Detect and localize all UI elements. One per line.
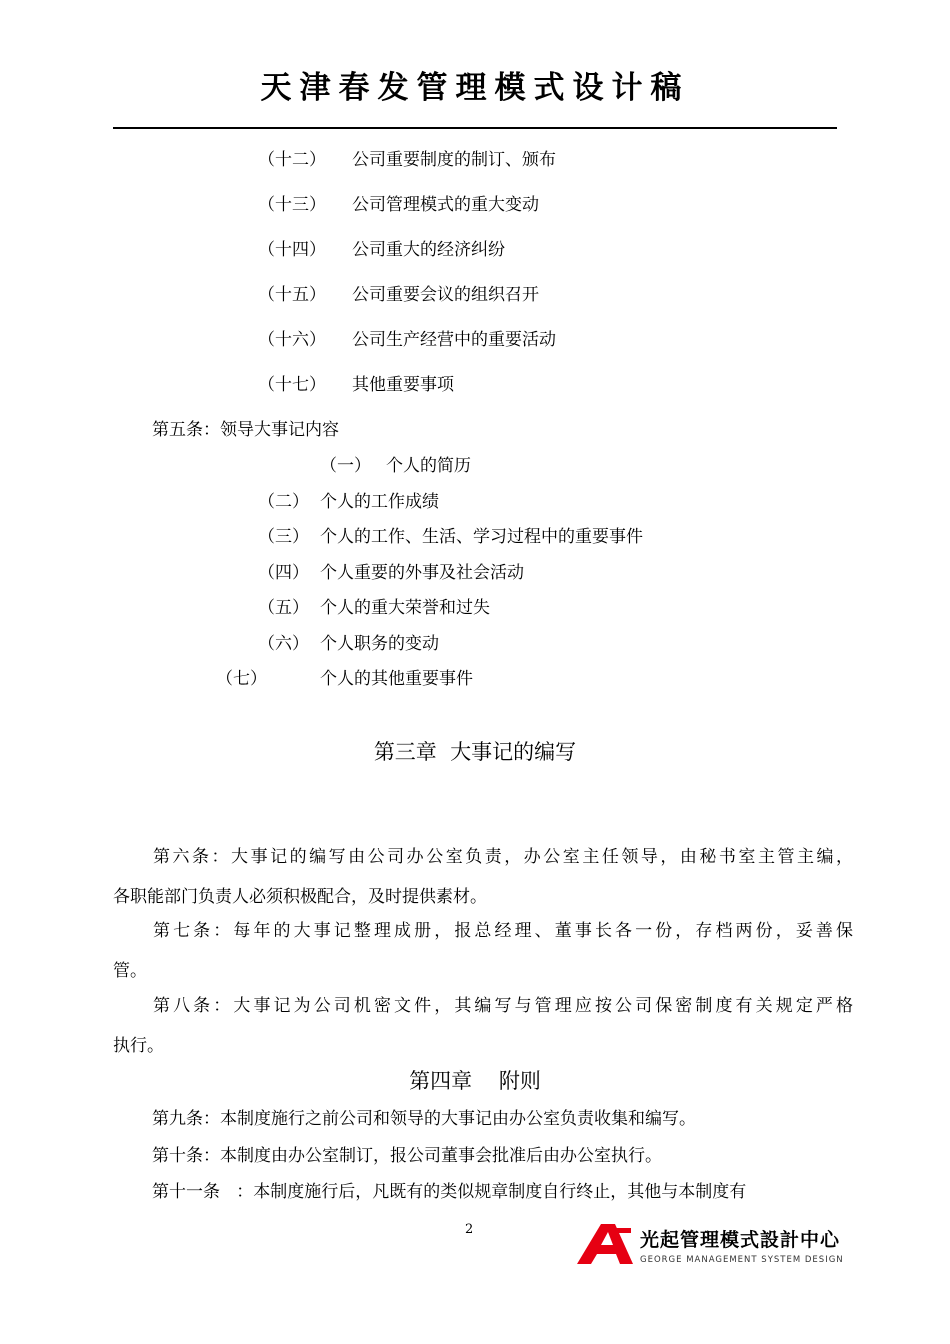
item-text: 个人的其他重要事件 [320,669,473,689]
article-8-line-2: 执行。 [113,1036,164,1056]
page-number: 2 [465,1222,474,1237]
item-text: 公司管理模式的重大变动 [352,195,539,215]
article-7-line-1: 第七条：每年的大事记整理成册，报总经理、董事长各一份，存档两份，妥善保 [153,921,853,941]
item-text: 个人的工作、生活、学习过程中的重要事件 [320,527,643,547]
article-6-line-2: 各职能部门负责人必须积极配合，及时提供素材。 [113,887,487,907]
item-number: （十六） [258,330,326,350]
item-number: （六） [258,634,309,654]
item-text: 公司重要会议的组织召开 [352,285,539,305]
header-rule [113,127,837,129]
item-number: （十五） [258,285,326,305]
logo-chinese-name: 光起管理模式設計中心 [640,1229,841,1251]
item-text: 公司生产经营中的重要活动 [352,330,556,350]
article-8-line-1: 第八条：大事记为公司机密文件，其编写与管理应按公司保密制度有关规定严格 [153,996,853,1016]
article-7-line-2: 管。 [113,961,147,981]
item-text: 个人职务的变动 [320,634,439,654]
article-6 [113,846,853,908]
item-text: 个人的工作成绩 [320,492,439,512]
article-7 [113,920,853,982]
chapter-4-title: 第四章 附则 [409,1069,541,1093]
item-number: （四） [258,563,309,583]
item-number: （十二） [258,150,326,170]
item-text: 个人的简历 [386,456,471,476]
item-text: 个人重要的外事及社会活动 [320,563,524,583]
item-number: （三） [258,527,309,547]
item-number: （五） [258,598,309,618]
item-number: （十三） [258,195,326,215]
item-number: （一） [320,456,371,476]
item-text: 公司重要制度的制订、颁布 [352,150,556,170]
header-title: 天津春发管理模式设计稿 [260,70,690,106]
article-10: 第十条：本制度由办公室制订，报公司董事会批准后由办公室执行。 [152,1146,662,1166]
item-number: （十七） [258,375,326,395]
chapter-3-title: 第三章 大事记的编写 [373,740,577,764]
item-text: 个人的重大荣誉和过失 [320,598,490,618]
article-9: 第九条：本制度施行之前公司和领导的大事记由办公室负责收集和编写。 [152,1109,696,1129]
logo-mark-icon [575,1222,635,1266]
article-6-line-1: 第六条：大事记的编写由公司办公室负责，办公室主任领导，由秘书室主管主编， [153,847,853,867]
article-8 [113,995,853,1057]
item-text: 公司重大的经济纠纷 [352,240,505,260]
article-11: 第十一条 ：本制度施行后，凡既有的类似规章制度自行终止，其他与本制度有 [152,1182,747,1202]
item-number: （七） [216,669,267,689]
logo-english-name: GEORGE MANAGEMENT SYSTEM DESIGN [640,1255,844,1265]
item-text: 其他重要事项 [352,375,454,395]
item-number: （二） [258,492,309,512]
item-number: （十四） [258,240,326,260]
article-5-title: 第五条：领导大事记内容 [152,420,339,440]
